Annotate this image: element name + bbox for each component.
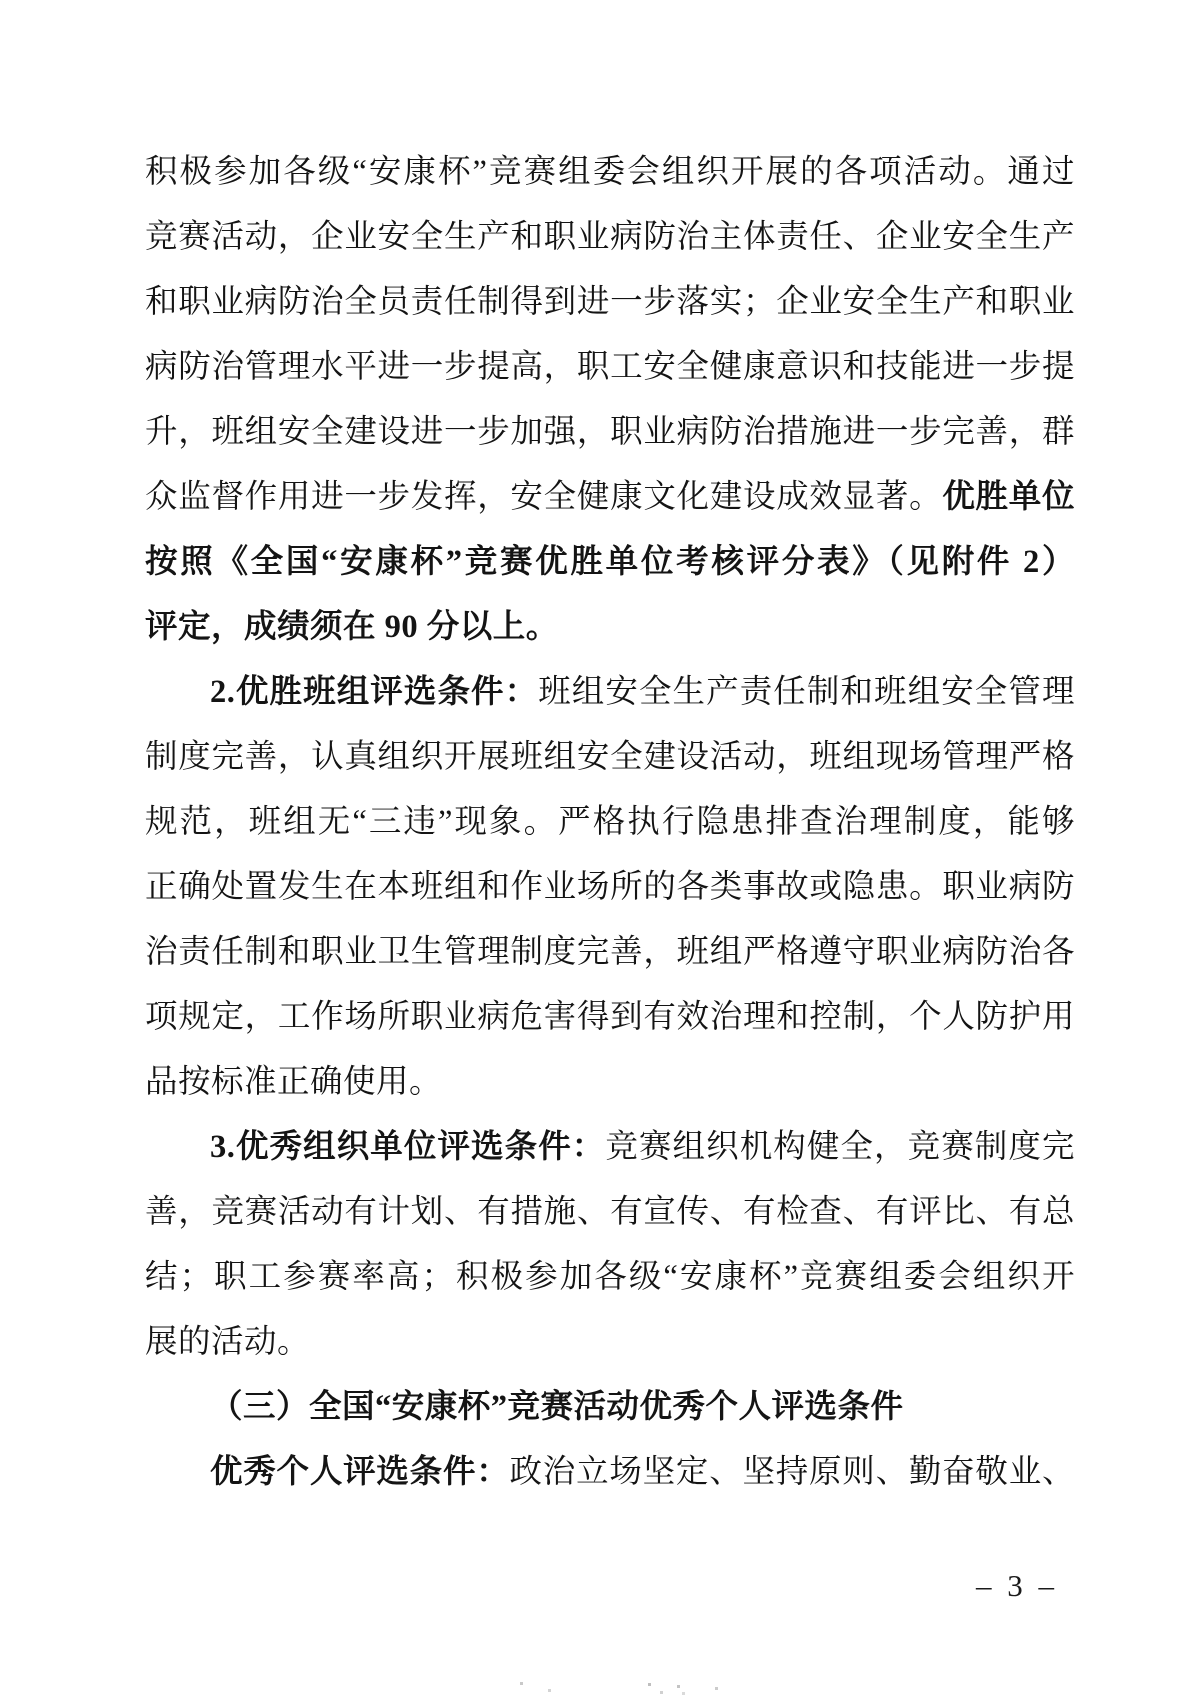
bold-text-segment: 3.优秀组织单位评选条件：	[210, 1129, 606, 1165]
text-line	[145, 660, 1075, 725]
text-line	[145, 530, 1075, 595]
bold-text-segment: 2.优胜班组评选条件：	[210, 674, 539, 710]
text-line	[145, 725, 1075, 790]
bold-text-segment: （三）全国“安康杯”竞赛活动优秀个人评选条件	[210, 1389, 904, 1425]
text-line	[145, 400, 1075, 465]
text-line	[145, 335, 1075, 400]
text-segment: 众监督作用进一步发挥，安全健康文化建设成效显著。	[145, 479, 943, 515]
bold-text-segment: 按照《全国“安康杯”竞赛优胜单位考核评分表》（见附件 2）	[145, 544, 1075, 580]
text-segment: 政治立场坚定、坚持原则、勤奋敬业、	[509, 1454, 1075, 1490]
bold-text-segment: 评定，成绩须在 90 分以上。	[145, 609, 559, 645]
text-segment: 竞赛组织机构健全，竞赛制度完	[605, 1129, 1075, 1165]
text-line	[145, 205, 1075, 270]
text-line	[145, 1050, 1075, 1115]
text-segment: 病防治管理水平进一步提高，职工安全健康意识和技能进一步提	[145, 349, 1075, 385]
scan-noise-specks	[520, 1682, 523, 1685]
text-line	[145, 1245, 1075, 1310]
text-line	[145, 920, 1075, 985]
text-line	[145, 1180, 1075, 1245]
text-segment: 项规定，工作场所职业病危害得到有效治理和控制，个人防护用	[145, 999, 1075, 1035]
text-line	[145, 985, 1075, 1050]
text-segment: 和职业病防治全员责任制得到进一步落实；企业安全生产和职业	[145, 284, 1075, 320]
text-segment: 规范，班组无“三违”现象。严格执行隐患排查治理制度，能够	[145, 804, 1075, 840]
text-segment: 班组安全生产责任制和班组安全管理	[538, 674, 1075, 710]
text-segment: 正确处置发生在本班组和作业场所的各类事故或隐患。职业病防	[145, 869, 1075, 905]
text-segment: 结；职工参赛率高；积极参加各级“安康杯”竞赛组委会组织开	[145, 1259, 1075, 1295]
text-segment: 制度完善，认真组织开展班组安全建设活动，班组现场管理严格	[145, 739, 1075, 775]
document-body	[145, 140, 1075, 1505]
text-line	[145, 1310, 1075, 1375]
bold-text-segment: 优胜单位	[942, 479, 1075, 515]
text-segment: 积极参加各级“安康杯”竞赛组委会组织开展的各项活动。通过	[145, 154, 1075, 190]
text-line	[145, 465, 1075, 530]
text-line	[145, 1440, 1075, 1505]
text-line	[145, 790, 1075, 855]
text-line	[145, 1375, 1075, 1440]
text-segment: 竞赛活动，企业安全生产和职业病防治主体责任、企业安全生产	[145, 219, 1075, 255]
text-line	[145, 855, 1075, 920]
text-line	[145, 595, 1075, 660]
text-segment: 展的活动。	[145, 1324, 311, 1360]
text-segment: 品按标准正确使用。	[145, 1064, 443, 1100]
text-line	[145, 1115, 1075, 1180]
bold-text-segment: 优秀个人评选条件：	[210, 1454, 510, 1490]
text-line	[145, 140, 1075, 205]
page-number: – 3 –	[976, 1568, 1058, 1603]
text-segment: 治责任制和职业卫生管理制度完善，班组严格遵守职业病防治各	[145, 934, 1075, 970]
text-segment: 升，班组安全建设进一步加强，职业病防治措施进一步完善，群	[145, 414, 1075, 450]
text-segment: 善，竞赛活动有计划、有措施、有宣传、有检查、有评比、有总	[145, 1194, 1075, 1230]
text-line	[145, 270, 1075, 335]
